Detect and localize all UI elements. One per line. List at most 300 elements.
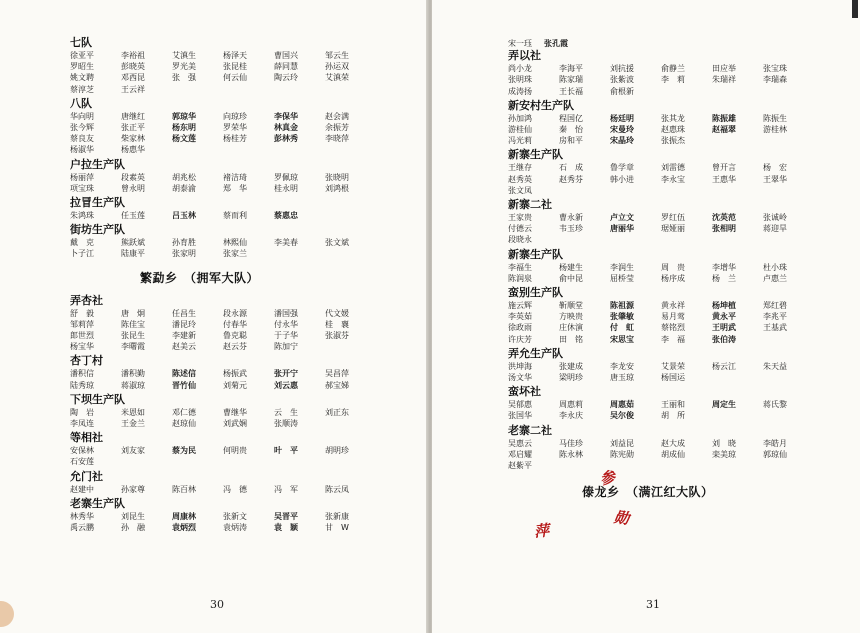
member-name: 李兆平 xyxy=(763,312,787,322)
member-name: 桂永明 xyxy=(274,183,298,193)
member-name: 唐丽华 xyxy=(610,224,634,234)
member-name: 艾滇荣 xyxy=(325,73,349,83)
name-grid xyxy=(508,212,860,246)
member-name: 蔡良友 xyxy=(70,134,94,144)
left-page xyxy=(0,0,428,633)
member-name: 姚文聘 xyxy=(70,73,94,83)
member-name: 冯 德 xyxy=(223,484,247,494)
member-name: 杨惠华 xyxy=(121,145,145,155)
team-section xyxy=(70,393,428,429)
member-name: 潘昆玲 xyxy=(172,319,196,329)
member-name: 柴家林 xyxy=(121,134,145,144)
handwritten-mark: 萍 xyxy=(533,521,550,541)
member-name: 赵云芬 xyxy=(223,342,247,352)
member-name: 张诚岭 xyxy=(763,213,787,223)
name-grid xyxy=(70,445,428,467)
member-name: 张文斌 xyxy=(325,238,349,248)
member-name: 罗荣华 xyxy=(223,123,247,133)
member-name: 蔡淳芝 xyxy=(70,84,94,94)
member-name: 王翠华 xyxy=(763,174,787,184)
member-name: 邓仁德 xyxy=(172,407,196,417)
corner-stain xyxy=(0,601,14,627)
member-name: 孙加鸿 xyxy=(508,113,532,123)
member-name: 舒 毅 xyxy=(70,308,94,318)
member-name: 汤文华 xyxy=(508,373,532,383)
member-name: 俞根新 xyxy=(610,86,634,96)
member-name: 张开宁 xyxy=(274,369,298,379)
member-name: 韩小进 xyxy=(610,174,634,184)
team-section xyxy=(508,198,860,246)
member-name: 石安莲 xyxy=(70,457,94,467)
member-name: 张 强 xyxy=(172,73,196,83)
team-section xyxy=(70,36,428,95)
member-name: 于子华 xyxy=(274,331,298,341)
team-section xyxy=(70,354,428,390)
left-sections-bottom xyxy=(70,294,428,534)
member-name: 赵会满 xyxy=(325,111,349,121)
member-name: 付德云 xyxy=(508,224,532,234)
member-name: 吴郁惠 xyxy=(508,400,532,410)
member-name: 彭林秀 xyxy=(274,134,298,144)
team-section xyxy=(508,99,860,147)
member-name: 杨东明 xyxy=(172,123,196,133)
member-name: 周惠莉 xyxy=(559,400,583,410)
member-name: 宋晶玲 xyxy=(610,136,634,146)
member-name: 郭琼仙 xyxy=(763,449,787,459)
member-name: 曹国兴 xyxy=(274,51,298,60)
member-name: 朱鸿珠 xyxy=(70,211,94,221)
member-name: 张昆生 xyxy=(121,331,145,341)
member-name: 张紫波 xyxy=(610,75,634,85)
member-name: 刘正东 xyxy=(325,407,349,417)
name-grid xyxy=(508,162,860,196)
member-name: 孙育胜 xyxy=(172,238,196,248)
member-name: 唐玉琼 xyxy=(610,373,634,383)
name-grid xyxy=(508,113,860,147)
member-name: 陈百林 xyxy=(172,484,196,494)
member-name: 陈家瑞 xyxy=(559,75,583,85)
member-name: 安保林 xyxy=(70,446,94,456)
page-number-left: 30 xyxy=(210,598,224,611)
member-name: 张新文 xyxy=(223,511,247,521)
member-name: 艾景荣 xyxy=(661,361,685,371)
member-name: 付春华 xyxy=(223,319,247,329)
member-name: 栾美琼 xyxy=(712,449,736,459)
name-grid xyxy=(70,368,428,390)
member-name: 曹继华 xyxy=(223,407,247,417)
member-name: 张建成 xyxy=(559,361,583,371)
member-name: 张晓明 xyxy=(325,172,349,182)
member-name: 陆康平 xyxy=(121,249,145,259)
member-name: 蒋迎旱 xyxy=(763,224,787,234)
member-name: 曾开言 xyxy=(712,163,736,173)
member-name: 任玉莲 xyxy=(121,211,145,221)
member-name: 叶 平 xyxy=(274,446,298,456)
member-name: 吴尔俊 xyxy=(610,411,634,421)
member-name: 张振杰 xyxy=(661,136,685,146)
member-name: 方映贵 xyxy=(559,312,583,322)
name-grid xyxy=(70,511,428,533)
team-section xyxy=(70,223,428,259)
member-name: 庄休演 xyxy=(559,323,583,333)
member-name: 林熙仙 xyxy=(223,238,247,248)
member-name: 邹云生 xyxy=(325,51,349,60)
member-name: 邓西昆 xyxy=(121,73,145,83)
member-name: 王丽和 xyxy=(661,400,685,410)
member-name: 杨廷明 xyxy=(610,113,634,123)
member-name: 李晓萍 xyxy=(325,134,349,144)
member-name: 石 成 xyxy=(559,163,583,173)
member-name: 代文媛 xyxy=(325,308,349,318)
team-section xyxy=(70,196,428,221)
member-name: 赵琼仙 xyxy=(172,419,196,429)
member-name: 李曙霞 xyxy=(121,342,145,352)
member-name: 吴昌萍 xyxy=(325,369,349,379)
team-title: 等相社 xyxy=(70,431,103,445)
member-name: 张今辉 xyxy=(70,123,94,133)
team-title: 新寨生产队 xyxy=(508,148,563,162)
member-name: 鲁克聪 xyxy=(223,331,247,341)
member-name: 周康林 xyxy=(172,511,196,521)
member-name: 冯光莉 xyxy=(508,136,532,146)
member-name: 游桂仙 xyxy=(508,125,532,135)
member-name: 邹莉萍 xyxy=(70,319,94,329)
member-name: 朱瑞祥 xyxy=(712,75,736,85)
member-name: 艾滇生 xyxy=(172,51,196,60)
member-name: 李英茹 xyxy=(508,312,532,322)
member-name: 杨国运 xyxy=(661,373,685,383)
name-grid xyxy=(70,111,428,156)
commune-title-fanmeng: 繁勐乡 （拥军大队） xyxy=(140,270,260,285)
member-name: 张淑芬 xyxy=(325,331,349,341)
member-name: 张家明 xyxy=(172,249,196,259)
member-name: 刘菊元 xyxy=(223,380,247,390)
member-name: 禹云鹏 xyxy=(70,523,94,533)
carryover-name: 宋一珏 xyxy=(508,39,532,48)
member-name: 胡成仙 xyxy=(661,449,685,459)
member-name: 郎世烈 xyxy=(70,331,94,341)
member-name: 张正平 xyxy=(121,123,145,133)
team-section xyxy=(508,49,860,97)
member-name: 林秀华 xyxy=(70,511,94,521)
team-title: 老寨生产队 xyxy=(70,496,125,510)
member-name: 吕玉林 xyxy=(172,211,196,221)
team-section xyxy=(70,158,428,194)
member-name: 何云仙 xyxy=(223,73,247,83)
member-name: 刘昆生 xyxy=(121,511,145,521)
member-name: 俞静兰 xyxy=(661,64,685,74)
member-name: 罗佩琼 xyxy=(274,172,298,182)
member-name: 陈祖源 xyxy=(610,301,634,311)
team-title: 弄以社 xyxy=(508,49,541,63)
member-name: 胡泰渝 xyxy=(172,183,196,193)
member-name: 李 福 xyxy=(661,334,685,344)
carryover-line xyxy=(508,38,860,49)
member-name: 云 生 xyxy=(274,407,298,417)
member-name: 卜子江 xyxy=(70,249,94,259)
member-name: 晋竹仙 xyxy=(172,380,196,390)
member-name: 卢立文 xyxy=(610,213,634,223)
member-name: 许庆芳 xyxy=(508,334,532,344)
member-name: 张肇敏 xyxy=(610,312,634,322)
name-grid xyxy=(508,63,860,97)
page-number-right: 31 xyxy=(646,598,660,611)
member-name: 杨建生 xyxy=(559,262,583,272)
team-title: 拉冒生产队 xyxy=(70,196,125,210)
member-name: 成涛扬 xyxy=(508,86,532,96)
member-name: 杨淑华 xyxy=(70,145,94,155)
team-section xyxy=(508,347,860,383)
member-name: 赵秀芬 xyxy=(559,174,583,184)
member-name: 李裕祖 xyxy=(121,51,145,60)
member-name: 褚洁琦 xyxy=(223,172,247,182)
member-name: 郑 华 xyxy=(223,183,247,193)
member-name: 王明武 xyxy=(712,323,736,333)
member-name: 彭晓英 xyxy=(121,62,145,72)
scan-edge-mark xyxy=(852,0,858,18)
member-name: 赵福翠 xyxy=(712,125,736,135)
name-grid xyxy=(508,262,860,284)
member-name: 袁炳烈 xyxy=(172,523,196,533)
member-name: 吴惠云 xyxy=(508,438,532,448)
member-name: 房和平 xyxy=(559,136,583,146)
member-name: 杨丽萍 xyxy=(70,172,94,182)
member-name: 桂 襄 xyxy=(325,319,349,329)
member-name: 张其龙 xyxy=(661,113,685,123)
member-name: 余振芳 xyxy=(325,123,349,133)
member-name: 杨泽天 xyxy=(223,51,247,60)
member-name: 杨云江 xyxy=(712,361,736,371)
team-title: 新寨二社 xyxy=(508,198,552,212)
member-name: 李 莉 xyxy=(661,75,685,85)
member-name: 张文凤 xyxy=(508,185,532,195)
member-name: 王基武 xyxy=(763,323,787,333)
member-name: 陈永林 xyxy=(559,449,583,459)
member-name: 潘积勤 xyxy=(121,369,145,379)
name-grid xyxy=(508,361,860,383)
member-name: 胡 所 xyxy=(661,411,685,421)
member-name: 黄永平 xyxy=(712,312,736,322)
member-name: 马佳珍 xyxy=(559,438,583,448)
member-name: 朱天益 xyxy=(763,361,787,371)
member-name: 洪坤海 xyxy=(508,361,532,371)
name-grid xyxy=(508,399,860,421)
team-title: 新安村生产队 xyxy=(508,98,574,112)
member-name: 李永宝 xyxy=(661,174,685,184)
member-name: 李皓月 xyxy=(763,438,787,448)
member-name: 刘鸿根 xyxy=(325,183,349,193)
team-section xyxy=(508,286,860,345)
member-name: 华向明 xyxy=(70,111,94,121)
team-title: 杏丁村 xyxy=(70,354,103,368)
member-name: 周定生 xyxy=(712,400,736,410)
member-name: 徐政雨 xyxy=(508,323,532,333)
member-name: 何明贵 xyxy=(223,446,247,456)
member-name: 李龙安 xyxy=(610,361,634,371)
member-name: 杨振武 xyxy=(223,369,247,379)
member-name: 程国亿 xyxy=(559,113,583,123)
member-name: 付永华 xyxy=(274,319,298,329)
team-section xyxy=(508,248,860,284)
member-name: 李瑞森 xyxy=(763,75,787,85)
name-grid xyxy=(70,484,428,495)
member-name: 琚娅丽 xyxy=(661,224,685,234)
name-grid xyxy=(70,308,428,353)
member-name: 胡明珍 xyxy=(325,446,349,456)
member-name: 刘益昆 xyxy=(610,438,634,448)
member-name: 赵紫平 xyxy=(508,461,532,471)
carryover-name: 张孔霞 xyxy=(544,39,568,48)
member-name: 潘国强 xyxy=(274,308,298,318)
member-name: 蒋淑琼 xyxy=(121,380,145,390)
team-title: 弄允生产队 xyxy=(508,346,563,360)
name-grid xyxy=(70,407,428,429)
member-name: 陶 岩 xyxy=(70,407,94,417)
member-name: 罗昭生 xyxy=(70,62,94,72)
team-section xyxy=(70,470,428,495)
member-name: 段素英 xyxy=(121,172,145,182)
member-name: 刘武娴 xyxy=(223,419,247,429)
member-name: 张国华 xyxy=(508,411,532,421)
member-name: 张相明 xyxy=(712,224,736,234)
team-title: 七队 xyxy=(70,36,92,49)
name-grid xyxy=(70,172,428,194)
member-name: 游桂林 xyxy=(763,125,787,135)
member-name: 林真金 xyxy=(274,123,298,133)
team-section xyxy=(70,97,428,156)
team-title: 蛮别生产队 xyxy=(508,286,563,300)
team-section xyxy=(508,424,860,472)
member-name: 段永源 xyxy=(223,308,247,318)
member-name: 王惠华 xyxy=(712,174,736,184)
member-name: 胡兆松 xyxy=(172,172,196,182)
member-name: 罗光美 xyxy=(172,62,196,72)
member-name: 刘云惠 xyxy=(274,380,298,390)
member-name: 王金兰 xyxy=(121,419,145,429)
member-name: 赵惠珠 xyxy=(661,125,685,135)
member-name: 梁明珍 xyxy=(559,373,583,383)
member-name: 李福生 xyxy=(508,262,532,272)
member-name: 李建新 xyxy=(172,331,196,341)
member-name: 陈宪勋 xyxy=(610,449,634,459)
handwritten-mark: 参 xyxy=(598,467,617,489)
member-name: 冯 军 xyxy=(274,484,298,494)
team-section xyxy=(70,497,428,533)
team-title: 老寨二社 xyxy=(508,423,552,437)
member-name: 孙 融 xyxy=(121,523,145,533)
member-name: 李润生 xyxy=(610,262,634,272)
member-name: 张顺涛 xyxy=(274,419,298,429)
member-name: 沈英范 xyxy=(712,213,736,223)
member-name: 李保华 xyxy=(274,111,298,121)
member-name: 杨 宏 xyxy=(763,163,787,173)
member-name: 杨宝华 xyxy=(70,342,94,352)
team-section xyxy=(70,294,428,353)
handwritten-mark: 勋 xyxy=(612,508,631,528)
member-name: 张伯涛 xyxy=(712,334,736,344)
member-name: 向琼珍 xyxy=(223,111,247,121)
member-name: 郭琼华 xyxy=(172,111,196,121)
member-name: 王继存 xyxy=(508,163,532,173)
member-name: 陈润泉 xyxy=(508,273,532,283)
member-name: 刘雷德 xyxy=(661,163,685,173)
member-name: 陈振生 xyxy=(763,113,787,123)
member-name: 唐 炯 xyxy=(121,308,145,318)
member-name: 蔡铭烈 xyxy=(661,323,685,333)
member-name: 李美春 xyxy=(274,238,298,248)
member-name: 周 贵 xyxy=(661,262,685,272)
member-name: 宋思宝 xyxy=(610,334,634,344)
name-grid xyxy=(70,237,428,259)
member-name: 杨桂芳 xyxy=(223,134,247,144)
member-name: 杨 兰 xyxy=(712,273,736,283)
member-name: 李永庆 xyxy=(559,411,583,421)
team-title: 八队 xyxy=(70,96,92,110)
member-name: 孙家尊 xyxy=(121,484,145,494)
member-name: 张家兰 xyxy=(223,249,247,259)
member-name: 易月莺 xyxy=(661,312,685,322)
member-name: 张宝珠 xyxy=(763,64,787,74)
team-title: 下坝生产队 xyxy=(70,392,125,406)
team-title: 蛮坏社 xyxy=(508,385,541,399)
member-name: 项宝珠 xyxy=(70,183,94,193)
commune-title-dailong: 傣龙乡 （满江红大队） xyxy=(582,485,714,500)
member-name: 徐亚平 xyxy=(70,51,94,60)
team-title: 弄杏社 xyxy=(70,293,103,307)
member-name: 杨坤植 xyxy=(712,301,736,311)
member-name: 张新康 xyxy=(325,511,349,521)
member-name: 秦 怡 xyxy=(559,125,583,135)
member-name: 靳顺堂 xyxy=(559,301,583,311)
member-name: 陆秀琼 xyxy=(70,380,94,390)
team-section xyxy=(508,148,860,196)
member-name: 黄永祥 xyxy=(661,301,685,311)
member-name: 陈加宁 xyxy=(274,342,298,352)
member-name: 曹永新 xyxy=(559,213,583,223)
member-name: 田 铭 xyxy=(559,334,583,344)
name-grid xyxy=(508,300,860,345)
member-name: 邓启耀 xyxy=(508,449,532,459)
name-grid xyxy=(70,50,428,95)
member-name: 李凤连 xyxy=(70,419,94,429)
member-name: 蔡而利 xyxy=(223,211,247,221)
member-name: 戴 克 xyxy=(70,238,94,248)
member-name: 王长福 xyxy=(559,86,583,96)
team-title: 街坊生产队 xyxy=(70,223,125,237)
member-name: 吴晋平 xyxy=(274,511,298,521)
name-grid xyxy=(70,210,428,221)
member-name: 付 虹 xyxy=(610,323,634,333)
member-name: 陈佳宝 xyxy=(121,319,145,329)
member-name: 段晓永 xyxy=(508,235,532,245)
member-name: 陈振雄 xyxy=(712,113,736,123)
team-title: 户拉生产队 xyxy=(70,157,125,171)
member-name: 刘抗援 xyxy=(610,64,634,74)
member-name: 杜小珠 xyxy=(763,262,787,272)
member-name: 孙运双 xyxy=(325,62,349,72)
member-name: 陶云玲 xyxy=(274,73,298,83)
team-section xyxy=(70,431,428,467)
member-name: 刘友家 xyxy=(121,446,145,456)
member-name: 刘 晓 xyxy=(712,438,736,448)
name-grid xyxy=(508,438,860,472)
member-name: 袁 颖 xyxy=(274,523,298,533)
member-name: 陈云凤 xyxy=(325,484,349,494)
member-name: 郝宝娣 xyxy=(325,380,349,390)
member-name: 陈述信 xyxy=(172,369,196,379)
member-name: 潘积信 xyxy=(70,369,94,379)
right-page xyxy=(432,0,860,633)
